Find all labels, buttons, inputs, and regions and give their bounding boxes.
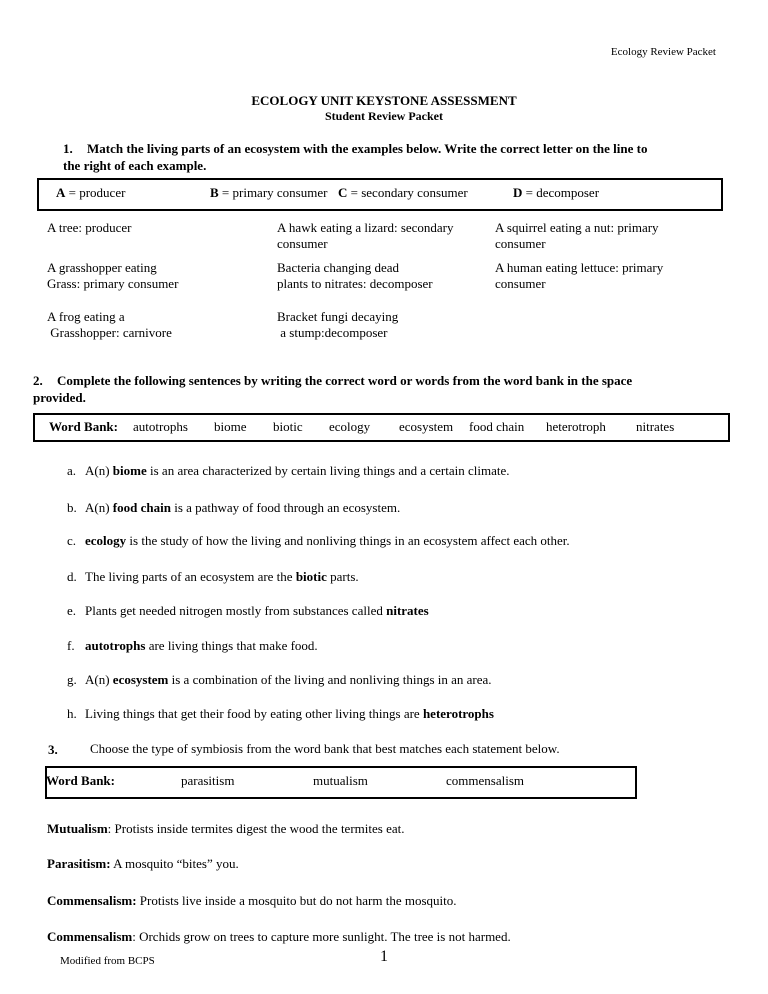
question-number: 1. bbox=[63, 141, 73, 156]
sentence-text: A(n) bbox=[85, 672, 113, 687]
example-cell bbox=[47, 220, 237, 236]
word-bank-item: biotic bbox=[273, 419, 303, 434]
answer-text: heterotrophs bbox=[422, 706, 494, 721]
legend-item-d bbox=[513, 185, 599, 201]
legend-label: = primary consumer bbox=[221, 185, 328, 200]
example-line: A grasshopper eating bbox=[47, 260, 157, 275]
example-line: Grass: primary consumer bbox=[47, 276, 179, 291]
sentence-letter: d. bbox=[67, 569, 77, 584]
answer-text: Commensalism bbox=[47, 929, 133, 944]
example-cell bbox=[277, 260, 467, 292]
sentence-letter: c. bbox=[67, 533, 77, 548]
answer-text: ecosystem bbox=[112, 672, 169, 687]
sentence-a bbox=[67, 463, 510, 479]
sentence-d bbox=[67, 569, 359, 585]
word-bank-item: parasitism bbox=[181, 773, 235, 788]
word-bank-item: commensalism bbox=[446, 773, 524, 788]
footer-source: Modified from BCPS bbox=[60, 955, 155, 967]
sentence-text: The living parts of an ecosystem are the bbox=[85, 569, 296, 584]
sentence-letter: f. bbox=[67, 638, 75, 653]
question-2-instruction bbox=[33, 372, 723, 406]
legend-key: D bbox=[513, 185, 523, 200]
sentence-b bbox=[67, 500, 400, 516]
legend-key: B bbox=[210, 185, 219, 200]
word-bank-item: biome bbox=[214, 419, 247, 434]
legend-label: = decomposer bbox=[525, 185, 600, 200]
sentence-f bbox=[67, 638, 318, 654]
separator: : bbox=[132, 929, 136, 944]
word-bank-item: autotrophs bbox=[133, 419, 188, 434]
sentence-text: is a combination of the living and nonliving things in an area. bbox=[168, 672, 492, 687]
legend-item-c bbox=[338, 185, 468, 201]
sentence-text: are living things that make food. bbox=[145, 638, 318, 653]
instruction-text: Match the living parts of an ecosystem with the examples below. Write the correct letter on the line to bbox=[87, 141, 648, 156]
example-line: A tree: producer bbox=[47, 220, 132, 235]
answer-text: food chain bbox=[112, 500, 171, 515]
sentence-e bbox=[67, 603, 429, 619]
instruction-text: the right of each example. bbox=[63, 158, 207, 173]
word-bank-item: heterotroph bbox=[546, 419, 606, 434]
symbiosis-statement bbox=[47, 893, 456, 909]
word-bank-item: nitrates bbox=[636, 419, 675, 434]
legend-item-b bbox=[210, 185, 327, 201]
example-line: consumer bbox=[277, 236, 328, 251]
word-bank-item: ecosystem bbox=[399, 419, 454, 434]
statement-text: A mosquito “bites” you. bbox=[110, 856, 239, 871]
legend-label: = producer bbox=[68, 185, 126, 200]
example-line: a stump:decomposer bbox=[277, 325, 388, 340]
example-cell bbox=[277, 309, 467, 341]
sentence-letter: e. bbox=[67, 603, 77, 618]
sentence-letter: h. bbox=[67, 706, 77, 721]
sentence-g bbox=[67, 672, 492, 688]
symbiosis-statement bbox=[47, 856, 239, 872]
example-cell bbox=[47, 260, 237, 292]
example-cell bbox=[495, 220, 685, 252]
word-bank-label: Word Bank: bbox=[46, 773, 115, 788]
example-line: Grasshopper: carnivore bbox=[47, 325, 172, 340]
answer-text: biome bbox=[112, 463, 147, 478]
answer-text: Parasitism: bbox=[47, 856, 111, 871]
sentence-text: is an area characterized by certain living things and a certain climate. bbox=[146, 463, 510, 478]
example-cell bbox=[47, 309, 237, 341]
statement-text: Orchids grow on trees to capture more sunlight. The tree is not harmed. bbox=[135, 929, 511, 944]
sentence-letter: b. bbox=[67, 500, 77, 515]
example-line: consumer bbox=[495, 276, 546, 291]
symbiosis-statement bbox=[47, 929, 511, 945]
sentence-text: is a pathway of food through an ecosystem. bbox=[170, 500, 401, 515]
legend-item-a bbox=[56, 185, 125, 201]
sentence-c bbox=[67, 533, 570, 549]
legend-key: A bbox=[56, 185, 66, 200]
legend-label: = secondary consumer bbox=[350, 185, 468, 200]
answer-text: biotic bbox=[295, 569, 327, 584]
sentence-text: A(n) bbox=[85, 500, 113, 515]
instruction-text: provided. bbox=[33, 390, 86, 405]
statement-text: Protists live inside a mosquito but do not harm the mosquito. bbox=[136, 893, 457, 908]
legend-key: C bbox=[338, 185, 348, 200]
example-line: plants to nitrates: decomposer bbox=[277, 276, 433, 291]
symbiosis-statement bbox=[47, 821, 404, 837]
example-cell bbox=[277, 220, 467, 252]
answer-text: Commensalism: bbox=[47, 893, 137, 908]
page-number: 1 bbox=[380, 948, 388, 965]
question-number: 2. bbox=[33, 373, 43, 388]
word-bank-item: mutualism bbox=[313, 773, 368, 788]
sentence-text: is the study of how the living and nonliving things in an ecosystem affect each other. bbox=[126, 533, 570, 548]
answer-text: nitrates bbox=[386, 603, 429, 618]
separator: : bbox=[107, 821, 112, 836]
instruction-text: Complete the following sentences by writing the correct word or words from the word bank in the space bbox=[57, 373, 633, 388]
question-3-instruction: Choose the type of symbiosis from the word bank that best matches each statement below. bbox=[90, 741, 560, 756]
word-bank-item: food chain bbox=[469, 419, 525, 434]
running-header: Ecology Review Packet bbox=[610, 46, 716, 58]
sentence-text: Plants get needed nitrogen mostly from substances called bbox=[85, 603, 387, 618]
example-line: Bracket fungi decaying bbox=[277, 309, 399, 324]
question-3-number: 3. bbox=[48, 742, 58, 757]
sentence-text: Living things that get their food by eating other living things are bbox=[85, 706, 423, 721]
example-line: A frog eating a bbox=[47, 309, 125, 324]
statement-text: Protists inside termites digest the wood the termites eat. bbox=[111, 821, 405, 836]
example-line: A hawk eating a lizard: secondary bbox=[277, 220, 454, 235]
sentence-text: A(n) bbox=[85, 463, 113, 478]
example-line: A squirrel eating a nut: primary bbox=[495, 220, 659, 235]
example-line: consumer bbox=[495, 236, 546, 251]
page-title: ECOLOGY UNIT KEYSTONE ASSESSMENT bbox=[251, 93, 517, 108]
sentence-letter: a. bbox=[67, 463, 77, 478]
example-line: A human eating lettuce: primary bbox=[495, 260, 664, 275]
answer-text: autotrophs bbox=[85, 638, 146, 653]
question-1-instruction bbox=[63, 140, 723, 174]
sentence-text: parts. bbox=[326, 569, 359, 584]
answer-text: ecology bbox=[85, 533, 127, 548]
example-line: Bacteria changing dead bbox=[277, 260, 399, 275]
page-subtitle: Student Review Packet bbox=[325, 109, 443, 123]
sentence-letter: g. bbox=[67, 672, 77, 687]
answer-text: Mutualism bbox=[47, 821, 108, 836]
word-bank-label: Word Bank: bbox=[49, 419, 118, 434]
example-cell bbox=[495, 260, 685, 292]
word-bank-item: ecology bbox=[329, 419, 371, 434]
sentence-h bbox=[67, 706, 494, 722]
